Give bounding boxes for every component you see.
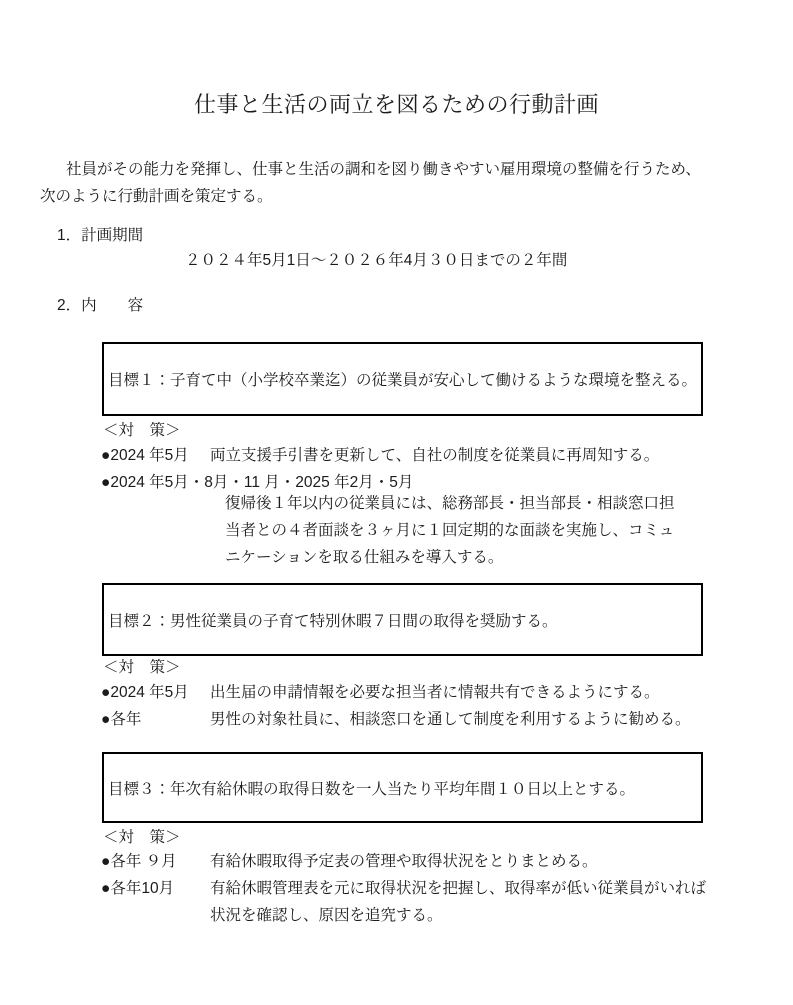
- schedule-text-line: 状況を確認し、原因を追究する。: [210, 907, 443, 924]
- schedule-label: ●2024 年5月: [101, 684, 189, 701]
- section-content-heading: 2．内 容: [57, 297, 144, 314]
- document-title: 仕事と生活の両立を図るための行動計画: [193, 92, 599, 117]
- goal-2-statement: 目標２：男性従業員の子育て特別休暇７日間の取得を奨励する。: [108, 612, 558, 630]
- goal-2-measures-heading: ＜対 策＞: [103, 659, 181, 676]
- intro-line-1: 社員がその能力を発揮し、仕事と生活の調和を図り働きやすい雇用環境の整備を行うため、: [66, 161, 701, 178]
- goal-1-detail-paragraph: [225, 490, 735, 571]
- schedule-label: ●2024 年5月・8月・11 月・2025 年2月・5月: [101, 474, 414, 491]
- goal-3-schedule-item: [101, 875, 791, 929]
- intro-line-2: 次のように行動計画を策定する。: [40, 188, 273, 205]
- detail-line: ニケーションを取る仕組みを導入する。: [225, 549, 504, 566]
- goal-3-schedule-item: [101, 848, 791, 875]
- goal-2-box: [102, 583, 703, 656]
- schedule-text: 両立支援手引書を更新して、自社の制度を従業員に再周知する。: [210, 447, 660, 464]
- goal-1-box: [102, 342, 703, 416]
- goal-2-schedule-item: [101, 706, 791, 733]
- goal-1-measures-heading: ＜対 策＞: [103, 422, 181, 439]
- schedule-text: [210, 875, 791, 929]
- goal-3-box: [102, 752, 703, 823]
- detail-line: 復帰後１年以内の従業員には、総務部長・担当部長・相談窓口担: [225, 495, 675, 512]
- section-period-heading: 1．計画期間: [57, 227, 144, 244]
- schedule-text-line: 有給休暇管理表を元に取得状況を把握し、取得率が低い従業員がいれば: [210, 880, 707, 897]
- schedule-text: 出生届の申請情報を必要な担当者に情報共有できるようにする。: [210, 684, 660, 701]
- schedule-label: ●各年10月: [101, 880, 175, 897]
- schedule-label: ●2024 年5月: [101, 447, 189, 464]
- schedule-text: 有給休暇取得予定表の管理や取得状況をとりまとめる。: [210, 853, 598, 870]
- detail-line: 当者との４者面談を３ヶ月に１回定期的な面談を実施し、コミュ: [225, 522, 675, 539]
- goal-1-statement: 目標１：子育て中（小学校卒業迄）の従業員が安心して働けるような環境を整える。: [108, 372, 698, 389]
- goal-3-statement: 目標３：年次有給休暇の取得日数を一人当たり平均年間１０日以上とする。: [108, 780, 636, 798]
- goal-2-schedule-item: [101, 679, 791, 706]
- schedule-label: ●各年 ９月: [101, 853, 177, 870]
- intro-paragraph: [40, 156, 760, 210]
- schedule-label: ●各年: [101, 711, 142, 728]
- plan-period-text: ２０２４年5月1日～２０２６年4月３０日までの２年間: [185, 252, 568, 269]
- goal-3-measures-heading: ＜対 策＞: [103, 829, 181, 846]
- goal-1-schedule-item: [101, 442, 791, 469]
- schedule-text: 男性の対象社員に、相談窓口を通して制度を利用するように勧める。: [210, 711, 691, 728]
